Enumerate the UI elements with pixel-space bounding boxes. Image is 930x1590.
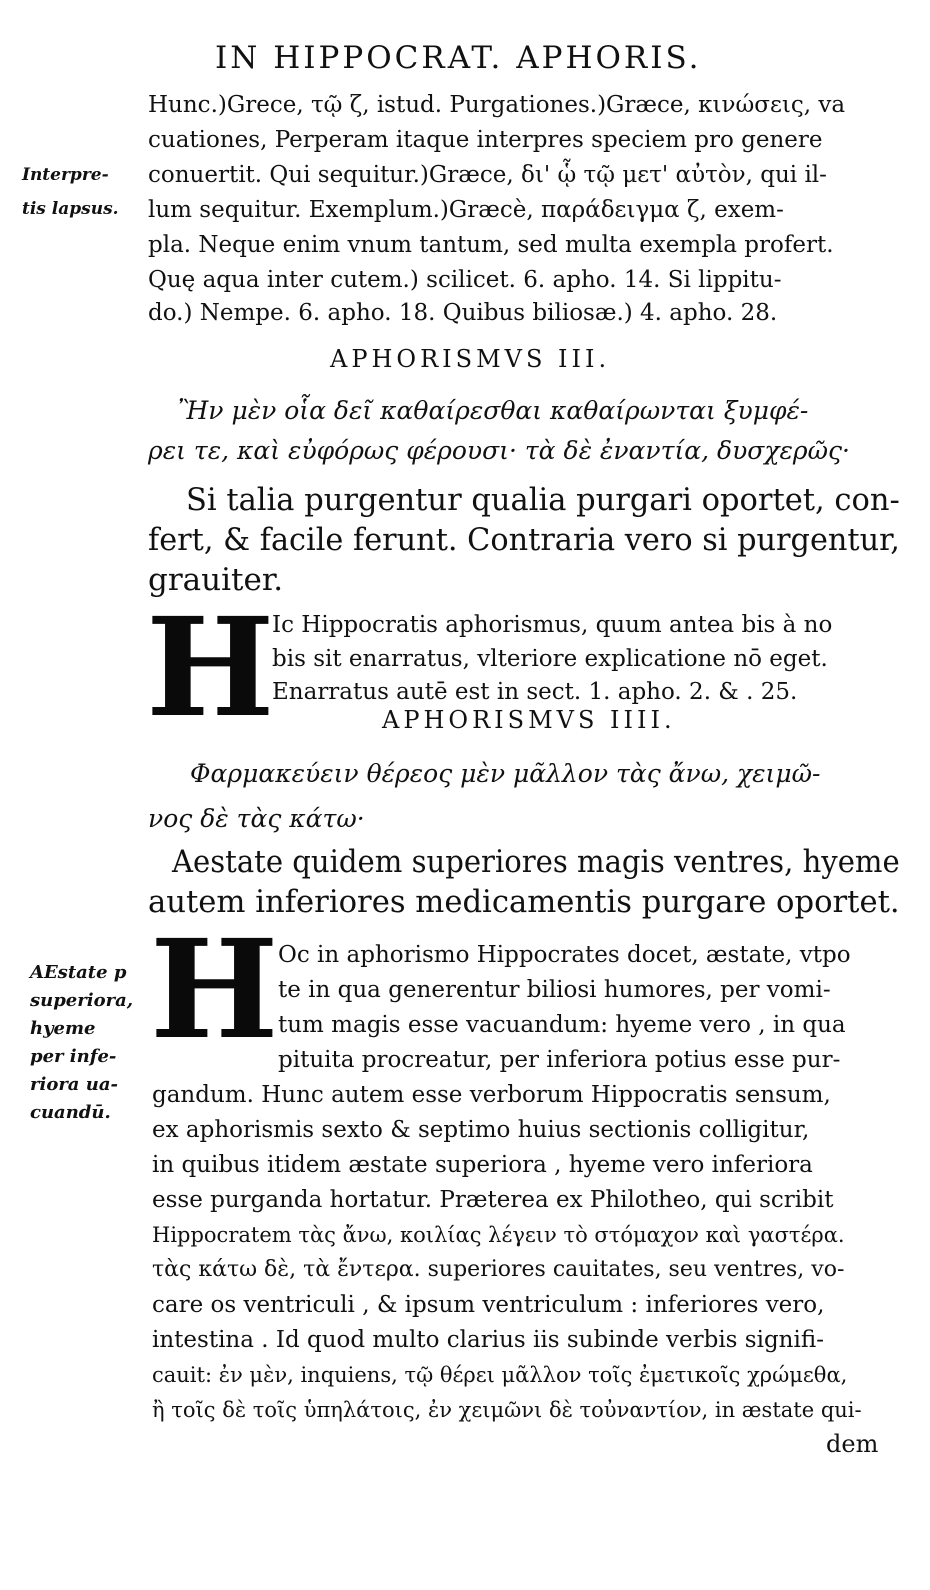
aphorism-3-greek-line: ρει τε, καὶ εὐφόρως φέρουσι· τὰ δὲ ἐναντία, δυσχερῶς· <box>148 436 850 465</box>
aphorism-4-comment-line: tum magis esse vacuandum: hyeme vero , in qua <box>278 1012 846 1038</box>
aphorism-3-latin-line: grauiter. <box>148 562 284 598</box>
aphorism-3-heading: APHORISMVS III. <box>330 345 611 373</box>
aphorism-4-comment-line: ἢ τοῖς δὲ τοῖς ὑπηλάτοις, ἐν χειμῶνι δὲ τοὐναντίον, in æstate qui- <box>152 1398 862 1422</box>
aphorism-4-comment-line: intestina . Id quod multo clarius iis subinde verbis signifi- <box>152 1327 824 1353</box>
text-line: cuationes, Perperam itaque interpres speciem pro genere <box>148 127 823 153</box>
aphorism-4-comment-line: care os ventriculi , & ipsum ventriculum : inferiores vero, <box>152 1292 825 1318</box>
aphorism-3-latin-line: Si talia purgentur qualia purgari oportet, con- <box>186 482 900 518</box>
margin-note-line: per infe- <box>30 1046 117 1067</box>
aphorism-4-latin-line: autem inferiores medicamentis purgare oportet. <box>148 884 900 920</box>
aphorism-4-comment-line: Oc in aphorismo Hippocrates docet, æstate, vtpo <box>278 942 851 968</box>
aphorism-4-comment-line: τὰς κάτω δὲ, τὰ ἔντερα. superiores cauitates, seu ventres, vo- <box>152 1257 845 1282</box>
aphorism-3-latin-line: fert, & facile ferunt. Contraria vero si purgentur, <box>148 522 900 558</box>
aphorism-3-comment-line: bis sit enarratus, vlteriore explicatione nō eget. <box>272 646 828 672</box>
aphorism-4-comment-line: cauit: ἐν μὲν, inquiens, τῷ θέρει μᾶλλον τοῖς ἐμετικοῖς χρώμεθα, <box>152 1363 848 1387</box>
aphorism-4-comment-line: te in qua generentur biliosi humores, per vomi- <box>278 977 831 1003</box>
margin-note-line: cuandū. <box>30 1102 111 1123</box>
text-line: pla. Neque enim vnum tantum, sed multa exempla profert. <box>148 232 834 258</box>
aphorism-4-greek-line: Φαρμακεύειν θέρεος μὲν μᾶλλον τὰς ἄνω, χειμῶ- <box>190 759 821 788</box>
catchword: dem <box>826 1430 879 1458</box>
margin-note-line: hyeme <box>30 1018 96 1039</box>
text-line: lum sequitur. Exemplum.)Græcè, παράδειγμα ζ, exem- <box>148 197 784 223</box>
aphorism-3-greek-line: Ἢν μὲν οἷα δεῖ καθαίρεσθαι καθαίρωνται ξυμφέ- <box>178 396 809 425</box>
running-head: IN HIPPOCRAT. APHORIS. <box>215 40 702 76</box>
text-line: Hunc.)Grece, τῷ ζ, istud. Purgationes.)Græce, κινώσεις, va <box>148 92 846 118</box>
aphorism-4-comment-line: gandum. Hunc autem esse verborum Hippocratis sensum, <box>152 1082 831 1108</box>
margin-note-line: AEstate p <box>30 962 127 983</box>
aphorism-4-heading: APHORISMVS IIII. <box>382 706 676 734</box>
aphorism-4-comment-line: pituita procreatur, per inferiora potius esse pur- <box>278 1047 841 1073</box>
margin-note-interpres-1: Interpre- <box>22 165 109 185</box>
drop-cap-initial: H <box>150 910 279 1070</box>
text-line: do.) Nempe. 6. apho. 18. Quibus biliosæ.) 4. apho. 28. <box>148 300 778 326</box>
aphorism-3-comment-line: Enarratus autē est in sect. 1. apho. 2. & . 25. <box>272 679 798 705</box>
aphorism-4-greek-line: νος δὲ τὰς κάτω· <box>148 804 365 833</box>
margin-note-line: superiora, <box>30 990 133 1011</box>
aphorism-4-comment-line: Hippocratem τὰς ἄνω, κοιλίας λέγειν τὸ στόμαχον καὶ γαστέρα. <box>152 1223 845 1247</box>
aphorism-4-comment-line: esse purganda hortatur. Præterea ex Philotheo, qui scribit <box>152 1187 834 1213</box>
margin-note-interpres-2: tis lapsus. <box>22 199 119 219</box>
aphorism-4-comment-line: in quibus itidem æstate superiora , hyeme vero inferiora <box>152 1152 813 1178</box>
aphorism-3-comment-line: Ic Hippocratis aphorismus, quum antea bis à no <box>272 612 833 638</box>
text-line: conuertit. Qui sequitur.)Græce, δι' ᾧ τῷ μετ' αὐτὸν, qui il- <box>148 162 827 188</box>
aphorism-4-latin-line: Aestate quidem superiores magis ventres, hyeme <box>172 844 900 880</box>
aphorism-4-comment-line: ex aphorismis sexto & septimo huius sectionis colligitur, <box>152 1117 810 1143</box>
margin-note-line: riora ua- <box>30 1074 118 1095</box>
text-line: Quę aqua inter cutem.) scilicet. 6. apho. 14. Si lippitu- <box>148 267 782 293</box>
drop-cap-initial: H <box>146 588 275 748</box>
